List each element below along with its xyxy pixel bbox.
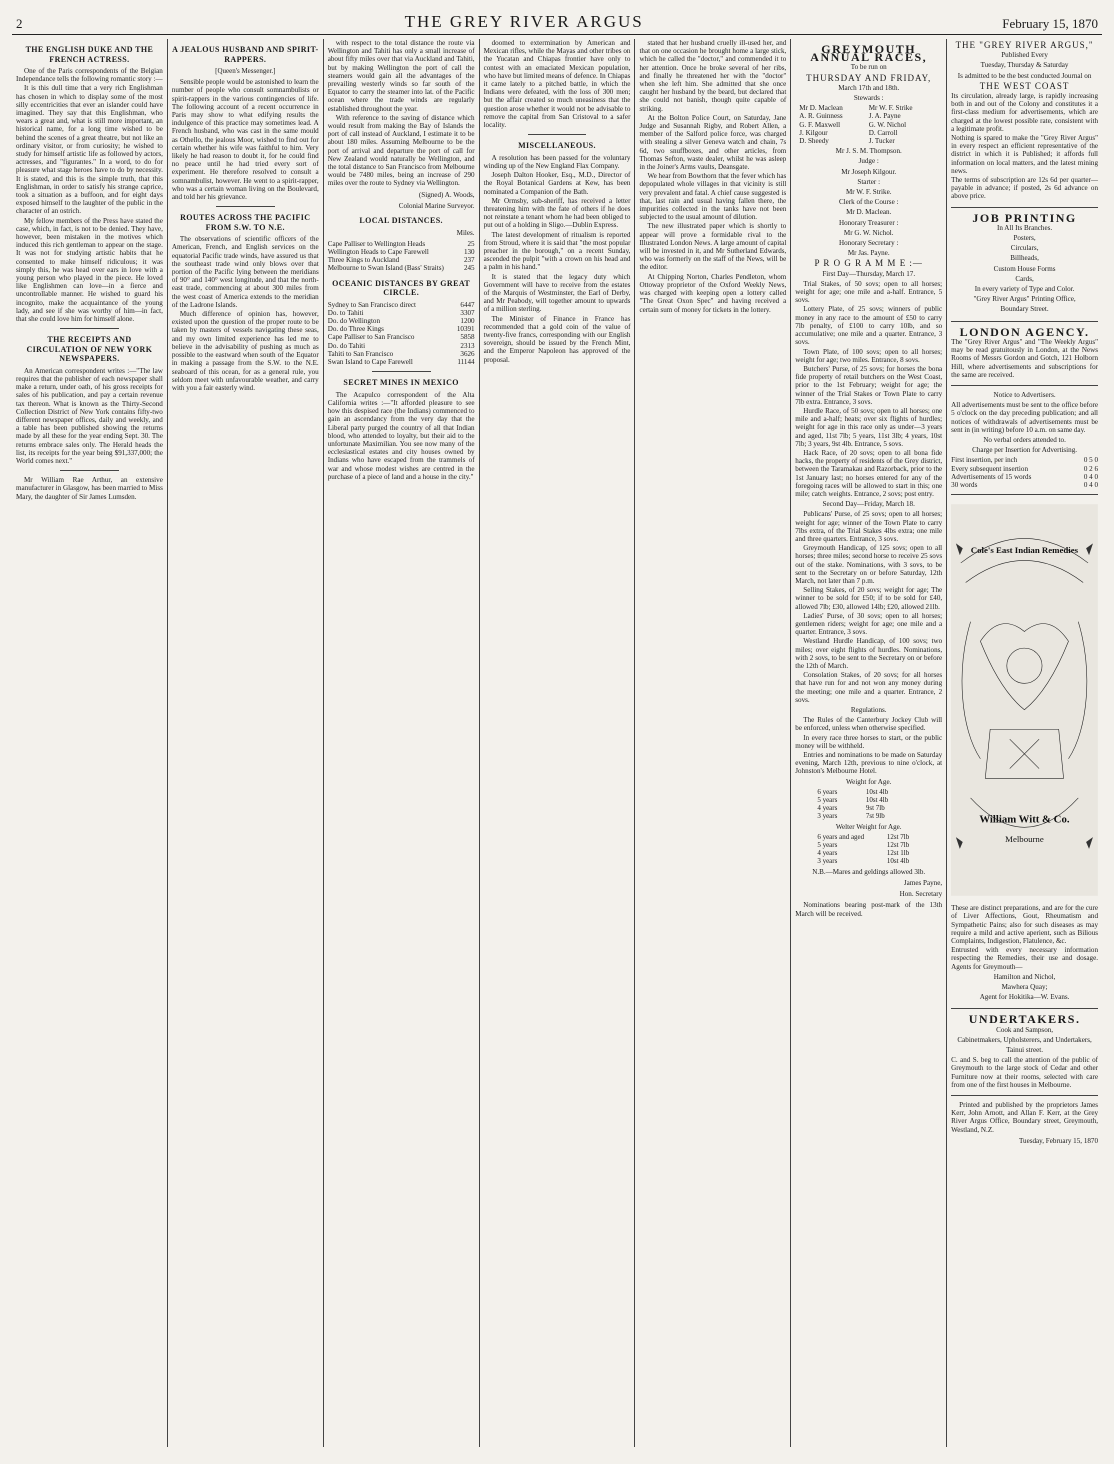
steward: G. W. Nichol — [868, 120, 907, 129]
distance-row — [328, 248, 475, 256]
article-paragraph: A resolution has been passed for the voluntary winding up of the New England Flax Company. — [483, 153, 631, 170]
distance-row — [328, 301, 475, 309]
races-days: THURSDAY AND FRIDAY, — [806, 72, 932, 83]
distance-row — [328, 309, 475, 317]
table-cell: 6 years — [817, 787, 838, 796]
charge-item: Advertisements of 15 words — [951, 472, 1032, 481]
column-5 — [635, 39, 791, 1447]
race-entry: Town Plate, of 100 sovs; open to all horses; weight for age; two miles. Entrance, 8 sovs. — [795, 347, 943, 364]
table-cell: 9st 7lb — [865, 804, 885, 813]
charge-item: First insertion, per inch — [951, 456, 1018, 465]
article-paragraph: Much difference of opinion has, however, existed upon the question of the proper route to be taken by masters of vessels navigating these seas, and my own limited experience has led me to believe in the advisability of pushing as much as possible to the eastward when south of the Equator in making a passage from the S.W. to the N.E. seaboard of this ocean, for as a general rule, you seldom meet with unfavourable weather, and carry with you a fair easterly wind. — [171, 310, 319, 392]
article-heading: THE ENGLISH DUKE AND THE FRENCH ACTRESS. — [25, 45, 154, 64]
decorative-engraving-icon — [951, 500, 1098, 900]
distance-miles: 245 — [463, 264, 475, 273]
distance-route: Melbourne to Swan Island (Bass' Straits) — [327, 264, 444, 273]
distance-route: Tahiti to San Francisco — [327, 349, 394, 358]
races-note: N.B.—Mares and geldings allowed 3lb. — [812, 867, 926, 876]
steward: Mr D. Maclean — [799, 104, 843, 113]
article-paragraph: With reference to the saving of distance which would result from making the Bay of Islands the port of call instead of Auckland, I estimate it to be about 180 miles. Assuming Melbourne to be the port of arrival and departure the port of call for New Zealand would naturally be Wellington, and the total distance to San Francisco from Melbourne would be 7480 miles, being an increase of 290 miles over the route to Sydney via Wellington. — [327, 113, 475, 188]
article-heading: MISCELLANEOUS. — [518, 141, 596, 151]
race-entry: Westland Hurdle Handicap, of 100 sovs; two miles; over eight flights of hurdles. Nominations, with 2 sovs, to be sent to the Secretary on or before the 12th of March. — [795, 637, 943, 671]
notice-to-advertisers — [951, 391, 1098, 495]
article-source: [Queen's Messenger.] — [215, 67, 276, 75]
advert-line: "Grey River Argus" Printing Office, — [973, 295, 1076, 304]
advert-line: Tuesday, Thursday & Saturday — [980, 61, 1069, 70]
distance-row — [328, 342, 475, 350]
engraving-text: Melbourne — [1005, 834, 1044, 845]
article-paragraph: The new illustrated paper which is shortly to appear will prove a formidable rival to the Illustrated London News. A large amount of capital will be invested in it, and Mr Sutherland Edwards, who was formerly on the staff of the News, will be the editor. — [639, 222, 787, 272]
distance-route: Sydney to San Francisco direct — [327, 300, 416, 309]
judge-name: Mr Joseph Kilgour. — [841, 167, 897, 176]
advert-line: THE WEST COAST — [979, 80, 1070, 91]
article-heading: A JEALOUS HUSBAND AND SPIRIT-RAPPERS. — [172, 45, 319, 64]
newspaper-page — [12, 8, 1102, 1448]
distance-miles: 130 — [463, 247, 475, 256]
remedies-advert — [951, 904, 1098, 1009]
distance-row — [328, 350, 475, 358]
steward: D. Carroll — [868, 128, 898, 137]
steward: G. F. Maxwell — [799, 120, 841, 129]
table-cell: 12st 7lb — [886, 841, 910, 850]
table-cell: 10st 4lb — [886, 857, 910, 866]
regulation: In every race three horses to start, or the public money will be withheld. — [795, 733, 943, 750]
table-cell: 10st 4lb — [865, 796, 889, 805]
distance-route: Do. do Wellington — [327, 316, 381, 325]
race-entry: Consolation Stakes, of 20 sovs; for all horses that have run for and not won any money during the meeting; one mile and a quarter. Entrance, 2 sovs. — [795, 671, 943, 704]
steward: Mr W. F. Strike — [868, 104, 913, 113]
treasurer-name: Mr G. W. Nichol. — [843, 228, 894, 237]
article-paragraph: Mr Ormsby, sub-sheriff, has received a letter threatening him with the fate of others if he does not reinstate a tenant whom he had been obliged to put out of a holding in Sligo.—Dublin Express. — [483, 196, 631, 230]
article-paragraph: At the Bolton Police Court, on Saturday, Jane Judge and Susannah Rigby, and Robert Allen, a member of the Salford police force, was charged with stealing a silver Geneva watch and chain, 7s 6d, two snuffboxes, and other articles, from Thomas Sefton, waste dealer, whilst he was asleep in the Joiner's Arms vaults, Deansgate. — [639, 113, 787, 172]
distance-route: Do. to Tahiti — [327, 308, 364, 317]
charge-price: 0 2 6 — [1083, 464, 1099, 473]
steward: J. Kilgour — [799, 128, 828, 137]
advert-title: JOB PRINTING — [972, 210, 1077, 225]
article-paragraph: It is this dull time that a very rich Englishman has chosen in which to display some of the most silly eccentricities that ever an islander could have imagined. They say that this Englishman, who wears a great and, what is still more important, an historical name, for a long time wished to be behind the scenes of a great theatre, but not like an ordinary visitor, or from curiosity; he wished to study for himself artistic life as followed by actors, actresses, and "figurantes." In a word, to do for pleasure what stage heroes have to do by necessity. It is stated, and this is the simple truth, that this Englishman, in order to satisfy his strange caprice, took a situation as a buffoon, and for eight days exposed himself to the laughter of the public in the character of an ostrich. — [16, 84, 163, 216]
distance-row — [328, 256, 475, 264]
article-paragraph: The Acapulco correspondent of the Alta California writes :—"It afforded pleasure to see how this despised race (the Indians) commenced to gain an ascendancy from the very day that the Liberal party purged the country of all that Indian blood, who attended to loyalty, but their aid to the unfortunate Maximilian. You see now many of the ecclesiastical estates and city houses owned by Indians who have escaped from the trammels of war and whose modest wishes are centred in the purchase of a piece of land and a house in the city." — [327, 390, 475, 481]
engraving-text: William Witt & Co. — [979, 813, 1070, 826]
column-7 — [947, 39, 1102, 1447]
distance-route: Do. do Tahiti — [327, 341, 366, 350]
race-day-heading: First Day—Thursday, March 17. — [822, 269, 916, 278]
distance-miles: 3626 — [460, 349, 475, 358]
charge-price: 0 4 0 — [1083, 480, 1099, 489]
local-distance-list — [328, 240, 475, 273]
advert-line: Circulars, — [1010, 244, 1039, 253]
table-cell: 5 years — [817, 796, 838, 805]
article-heading: THE RECEIPTS AND CIRCULATION OF NEW YORK NEWSPAPERS. — [26, 335, 153, 364]
charge-item: 30 words — [951, 480, 978, 489]
treasurer-label: Honorary Treasurer : — [838, 218, 899, 227]
secretary-title: Hon. Secretary — [899, 890, 943, 899]
advert-line: Charge per Insertion for Advertising. — [972, 446, 1078, 455]
advert-line: Boundary Street. — [1000, 305, 1049, 314]
imprint: Printed and published by the proprietors James Kerr, John Arnott, and Allan F. Kerr, at the Grey River Argus Office, Boundary street, Greymouth, Westland, N.Z. — [951, 1101, 1099, 1134]
advert-line: Cards, — [1015, 274, 1034, 283]
charge-row — [951, 473, 1098, 481]
advert-line: Published Every — [1001, 51, 1048, 60]
article-heading: SECRET MINES IN MEXICO — [343, 378, 459, 388]
table-cell: 3 years — [817, 857, 838, 866]
advert-title: THE "GREY RIVER ARGUS," — [955, 40, 1094, 50]
programme-heading: P R O G R A M M E :— — [814, 258, 923, 269]
clerk-label: Clerk of the Course : — [838, 198, 899, 207]
table-cell: 4 years — [817, 849, 838, 858]
undertakers-advert — [951, 1012, 1099, 1096]
article-paragraph: Sensible people would be astonished to learn the number of people who consult somnambulists or spirit-rappers in the various contingencies of life. The following account of a recent occurrence in Paris may show to what edifying results the indulgence of this practice may sometimes lead. A French husband, who was cast in the same mould as Othello, the jealous Moor, wished to find out for certain whether his wife was faithful to him. Very likely he had reason to doubt it, for he could find no peace until he had tried every sort of experiment. He therefore resolved to consult a somnambulist, however. He went to a spirit-rapper, who was a certain woman living on the Boulevard, and told her his grievance. — [171, 78, 319, 202]
column-4 — [480, 39, 636, 1447]
column-3 — [324, 39, 480, 1447]
secretary-name: Mr Jas. Payne. — [847, 249, 890, 258]
regulation: Entries and nominations to be made on Saturday evening, March 12th, previous to nine o'clock, at Johnston's Melbourne Hotel. — [795, 751, 943, 776]
table-row — [817, 788, 920, 796]
steward: A. R. Guinness — [799, 112, 843, 121]
table-row — [817, 841, 920, 849]
distance-miles: 2313 — [460, 341, 475, 350]
race-entry: Butchers' Purse, of 25 sovs; for horses the bona fide property of retail butchers on the West Coast, prior to the 1st February; weight for age; the winner of the Trial Stakes or Town Plate to carry 7lb extra. Entrance, 3 sovs. — [795, 364, 943, 406]
charge-row — [951, 465, 1098, 473]
table-cell: 10st 4lb — [865, 787, 889, 796]
charge-row — [951, 456, 1098, 464]
regulations-heading: Regulations. — [850, 706, 887, 715]
race-entry: Lottery Plate, of 25 sovs; winners of public money in any race to the amount of £50 to carry 7lb penalty, of £100 to carry 10lb, and so accumulative; one mile and a quarter. Entrance, 3 sovs. — [795, 305, 943, 347]
advert-title: UNDERTAKERS. — [968, 1012, 1081, 1027]
distance-table-title: OCEANIC DISTANCES BY GREAT CIRCLE. — [332, 278, 471, 298]
agent-name: Agent for Hokitika—W. Evans. — [979, 993, 1070, 1002]
stewards-list — [799, 104, 938, 145]
race-entry: Selling Stakes, of 20 sovs; weight for age; The winner to be sold for £50; if to be sold for £40, allowed 7lb; £30, allowed 14lb; £20, allowed 21lb. — [795, 586, 943, 611]
clerk-name: Mr D. Maclean. — [846, 208, 892, 217]
table-cell: 7st 9lb — [865, 812, 885, 821]
races-title: GREYMOUTH ANNUAL RACES, — [810, 42, 928, 65]
imprint-date: Tuesday, February 15, 1870 — [1018, 1136, 1099, 1145]
table-cell: 5 years — [817, 841, 838, 850]
distance-miles: 237 — [463, 256, 475, 265]
charge-item: Every subsequent insertion — [951, 464, 1028, 473]
article-paragraph: My fellow members of the Press have stated the case, which, in fact, is not to be denied. They have, however, been mistaken in the motives which induced this rich gentleman to appear on the stage. It was not for studying artistic habits that he consented to make himself ridiculous; it was simply this, he was head over ears in love with a young person who played in the piece. He loved like Englishmen can love—in a fierce and uncontrollable manner. He wished to guard his incognito, make the acquaintance of the young lady, and see if she was worthy of him—in fact, that she could love him for himself alone. — [16, 216, 163, 324]
column-2 — [168, 39, 324, 1447]
distance-miles: 10391 — [456, 325, 475, 334]
stewards-label: Stewards : — [853, 94, 884, 103]
race-entry: Ladies' Purse, of 30 sovs; open to all horses; gentlemen riders; weight for age; one mile and a quarter. Entrance, 3 sovs. — [795, 611, 943, 637]
secretary-label: Honorary Secretary : — [838, 239, 899, 248]
page-number: 2 — [16, 16, 23, 31]
agent-name: Hamilton and Nichol, — [993, 972, 1056, 981]
distance-route: Cape Palliser to Wellington Heads — [327, 239, 426, 248]
table-row — [817, 857, 920, 865]
article-paragraph: We hear from Bowthorn that the fever which has depopulated whole villages in that vicinity is still very prevalent and fatal. A chief cause suggested is that, last rain and usual having fallen there, the impurities collected in the tanks have not been subjected to the usual amount of dilution. — [639, 172, 787, 222]
distance-miles: 25 — [467, 239, 475, 248]
masthead — [12, 8, 1102, 35]
starter-name: Mr W. F. Strike. — [845, 188, 892, 197]
argus-advert — [951, 41, 1098, 208]
steward: D. Sheedy — [799, 137, 829, 146]
distance-route: Cape Palliser to San Francisco — [327, 333, 415, 342]
article-paragraph: The observations of scientific officers of the American, French, and English services on the equatorial Pacific trade winds, have assured us that the southeast trade wind only blows over that portion of the Pacific lying between the meridians of 90° and 140° west longitude, and that the north-east trade, commencing at about 300 miles from the west coast of America extends to the meridian of the Ladrone Islands. — [171, 235, 319, 309]
race-day-heading: Second Day—Friday, March 18. — [822, 500, 915, 509]
london-agency-advert — [951, 324, 1099, 386]
advert-line: Billheads, — [1010, 254, 1039, 263]
firm-address: Tainui street. — [1006, 1045, 1044, 1054]
distance-row — [328, 358, 475, 366]
firm-name: Cook and Sampson, — [996, 1025, 1054, 1034]
distance-miles: 6447 — [460, 300, 475, 309]
races-dates: March 17th and 18th. — [838, 83, 900, 92]
article-paragraph: One of the Paris correspondents of the Belgian Independance tells the following romantic story :— — [16, 67, 163, 84]
article-heading: ROUTES ACROSS THE PACIFIC FROM S.W. TO N.E. — [180, 213, 311, 232]
distance-row — [328, 264, 475, 272]
column-6 — [791, 39, 947, 1447]
starter-label: Starter : — [857, 177, 881, 186]
advert-paragraph: The "Grey River Argus" and "The Weekly Argus" may be read gratuitously in London, at the News Rooms of Messrs Gordon and Gotch, 121 Holborn Hill, where advertisements and subscriptions for the same are received. — [951, 337, 1099, 379]
table-cell: 4 years — [817, 804, 838, 813]
charge-row — [951, 481, 1098, 489]
table-row — [817, 812, 920, 820]
race-entry: Trial Stakes, of 50 sovs; open to all horses; weight for age; one mile and a-half. Entrance, 5 sovs. — [795, 279, 943, 305]
divider — [60, 470, 119, 471]
distance-row — [328, 317, 475, 325]
distance-miles: 5858 — [460, 333, 475, 342]
welter-weight-table — [817, 833, 920, 866]
distance-route: Three Kings to Auckland — [327, 256, 400, 265]
table-cell: 12st 7lb — [886, 832, 910, 841]
table-row — [817, 804, 920, 812]
advert-paragraph: These are distinct preparations, and are for the cure of Liver Affections, Gout, Rheumatism and Sympathetic Pains; also for such diseases as may require a mild and active aperient, such as Bilious Complaints, Indigestion, Flatulence, &c. — [951, 904, 1099, 945]
divider — [60, 328, 119, 329]
regulation: The Rules of the Canterbury Jockey Club will be enforced, unless when otherwise specified. — [795, 716, 943, 733]
job-printing-advert — [951, 210, 1098, 322]
table-row — [817, 833, 920, 841]
table-row — [817, 796, 920, 804]
advert-line: Custom House Forms — [993, 264, 1056, 273]
distance-route: Do. do Three Kings — [327, 325, 384, 334]
article-paragraph: Mr William Rae Arthur, an extensive manufacturer in Glasgow, has been married to Miss Mary, the daughter of Sir James Lumsden. — [16, 476, 163, 501]
weight-for-age-table — [817, 788, 920, 821]
article-paragraph: The Minister of Finance in France has recommended that a gold coin of the value of twenty-five francs, corresponding with our English sovereign, should be issued by the French Mint, and the Emperor Napoleon has approved of the proposal. — [483, 314, 631, 364]
charge-price: 0 4 0 — [1083, 472, 1099, 481]
article-paragraph: with respect to the total distance the route via Wellington and Tahiti has only a small increase of about fifty miles over that via Auckland and Tahiti, but by making Wellington the port of call the steamers would gain all the advantages of the prevailing westerly winds so far south of the Equator to carry the steamer into lat. of the Pacific ocean where the trade winds are regularly established throughout the year. — [327, 39, 475, 113]
race-entry: Hurdle Race, of 50 sovs; open to all horses; one mile and a-half; heats; over six flights of hurdles; weight for age in this race only as under—3 years and aged, 11st 7lb; 5 years, 11st 3lb; 4 years, 10st 7lb; 3 years, 9st 4lb. Entrance, 5 sovs. — [795, 406, 943, 448]
article-paragraph: An American correspondent writes :—"The law requires that the publisher of each newspaper shall make a return, under oath, of his gross receipts for sales of his publication, and pay a certain revenue tax thereon. What is known as the Thirty-Second Collection District of New York contains fifty-two different newspaper offices, daily and weekly, and a table has been published showing the returns made by all these for the year ending Sept. 30. The returns embrace sales only. The Herald heads the list, its receipts for the year being $91,337,000; the World comes next." — [16, 366, 163, 466]
secretary-signature: James Payne, — [903, 878, 943, 887]
distance-route: Wellington Heads to Cape Farewell — [327, 247, 429, 256]
article-paragraph: Joseph Dalton Hooker, Esq., M.D., Director of the Royal Botanical Gardens at Kew, has been nominated a Companion of the Bath. — [483, 171, 631, 196]
article-paragraph: stated that her husband cruelly ill-used her, and that on one occasion he brought home a large stick, which he called the "doctor," and commended it to her attention. Once he broke several of her ribs, and finally he threatened her with the "doctor" when she left him. She admitted that she once caught her husband by the beard, but declared that she could not banish, though quite capable of striking. — [639, 39, 787, 113]
article-paragraph: doomed to extermination by American and Mexican rifles, while the Mayas and other tribes on the Yucatan and Chiapas frontier have only to contest with an emaciated Mexican population, who have but limited means of defence. In Chiapas it came lately to a pitched battle, in which the Indians were defeated, with the loss of 300 men; but the affair created so much uneasiness that the question arose whether it would not be advisable to remove the capital from San Cristoval to a safer locality. — [483, 39, 631, 130]
advert-title: LONDON AGENCY. — [959, 324, 1090, 339]
table-row — [817, 849, 920, 857]
distance-table-title: LOCAL DISTANCES. — [359, 216, 443, 226]
steward: J. Tucker — [868, 137, 895, 146]
table-cell: 3 years — [817, 812, 838, 821]
race-entry: Hack Race, of 20 sovs; open to all bona fide hacks, the property of residents of the Grey district, between the Taramakau and Razorback, prior to the 1st January last; no horses entered for any of the foregoing races will be allowed to start in this; one mile; catch weights. Entrance, 2 sovs; post entry. — [795, 448, 943, 498]
oceanic-distance-list — [328, 301, 475, 367]
distance-row — [328, 333, 475, 341]
table-cell: 6 years and aged — [817, 832, 865, 841]
weight-table-title: Welter Weight for Age. — [835, 822, 902, 831]
advert-line: Posters, — [1013, 234, 1036, 243]
advert-paragraph: C. and S. beg to call the attention of the public of Greymouth to the large stock of Cedar and other Furniture now at their rooms, selected with care from one of the first houses in Melbourne. — [951, 1056, 1099, 1089]
columns — [12, 39, 1102, 1447]
advert-paragraph: Entrusted with every necessary information respecting the Remedies, their use and dosage. Agents for Greymouth— — [951, 946, 1099, 971]
distance-miles: 1200 — [460, 316, 475, 325]
advert-paragraph: Nothing is spared to make the "Grey River Argus" in every respect an efficient representative of the district in which it is Published; it affords full information on local matters, and the latest mining news. — [951, 134, 1099, 175]
distance-miles: 11144 — [457, 358, 475, 366]
advert-title: Notice to Advertisers. — [993, 390, 1056, 399]
article-paragraph: It is stated that the legacy duty which Government will have to receive from the estates of the Marquis of Westminster, the Earl of Derby, and Mr Peabody, will together amount to upwards of a million sterling. — [483, 272, 631, 314]
signature-name: (Signed) A. Woods, — [418, 190, 475, 199]
advert-paragraph: Its circulation, already large, is rapidly increasing both in and out of the Colony and constitutes it a first-class medium for advertisements, which are charged at the lowest possible rate, consistent with a legitimate profit. — [951, 92, 1099, 133]
article-paragraph: At Chipping Norton, Charles Pendleton, whom Ottoway proprietor of the Oxford Weekly News, was charged with keeping open a lottery called "The Great Oxon Spec" and having received a certain sum of money for tickets in the lottery. — [639, 272, 787, 314]
advert-paragraph: All advertisements must be sent to the office before 5 o'clock on the day preceding publication; and all notices of withdrawals of advertisements must be sent in (in writing) before 10 a.m. on same day. — [951, 401, 1099, 434]
agent-address: Mawhera Quay; — [1001, 982, 1048, 991]
distance-row — [328, 325, 475, 333]
weight-table-title: Weight for Age. — [846, 777, 892, 786]
divider — [372, 371, 431, 372]
distance-miles: 3307 — [460, 308, 475, 317]
distance-unit: Miles. — [456, 228, 475, 237]
divider — [216, 206, 275, 207]
column-1 — [12, 39, 168, 1447]
race-entry: Greymouth Handicap, of 125 sovs; open to all horses; three miles; second horse to receive 25 sovs out of the stake. Nominations, with 3 sovs, to be sent to the Secretary on or before Saturday, 12th March, not later than 7 p.m. — [795, 544, 943, 585]
firm-trades: Cabinetmakers, Upholsterers, and Undertakers, — [957, 1035, 1092, 1044]
advert-line: In every variety of Type and Color. — [974, 285, 1075, 294]
races-subtitle: To be run on — [850, 63, 887, 72]
newspaper-title: THE GREY RIVER ARGUS — [404, 12, 644, 31]
steward: Mr J. S. M. Thompson. — [835, 147, 902, 156]
engraving-text: Cole's East Indian Remedies — [970, 545, 1079, 556]
signature-title: Colonial Marine Surveyor. — [398, 201, 475, 210]
table-cell: 12st 1lb — [886, 849, 910, 858]
distance-row — [328, 240, 475, 248]
issue-date: February 15, 1870 — [1002, 16, 1098, 31]
steward: J. A. Payne — [868, 112, 901, 121]
races-footer: Nominations bearing post-mark of the 13th March will be received. — [795, 901, 943, 918]
race-entry: Publicans' Purse, of 25 sovs; open to all horses; weight for age; winner of the Town Plate to carry 7lbs extra, of the Trial Stakes 4lbs extra; one mile and three quarters. Entrance, 3 sovs. — [795, 510, 943, 543]
charge-price: 0 5 0 — [1083, 456, 1099, 465]
advert-line: Is admitted to be the best conducted Journal on — [957, 71, 1092, 80]
article-paragraph: The latest development of ritualism is reported from Stroud, where it is said that "the most popular preacher in the borough," on a recent Sunday, ascended the pulpit "with a crown on his head and a palm in his hand." — [483, 230, 631, 272]
distance-route: Swan Island to Cape Farewell — [327, 358, 413, 366]
divider — [528, 134, 587, 135]
advert-line: No verbal orders attended to. — [983, 435, 1066, 444]
judge-label: Judge : — [858, 157, 879, 166]
advert-line: In All Its Branches. — [997, 223, 1053, 232]
advert-paragraph: The terms of subscription are 12s 6d per quarter—payable in advance; if posted, 2s 6d advance on above price. — [951, 176, 1099, 201]
